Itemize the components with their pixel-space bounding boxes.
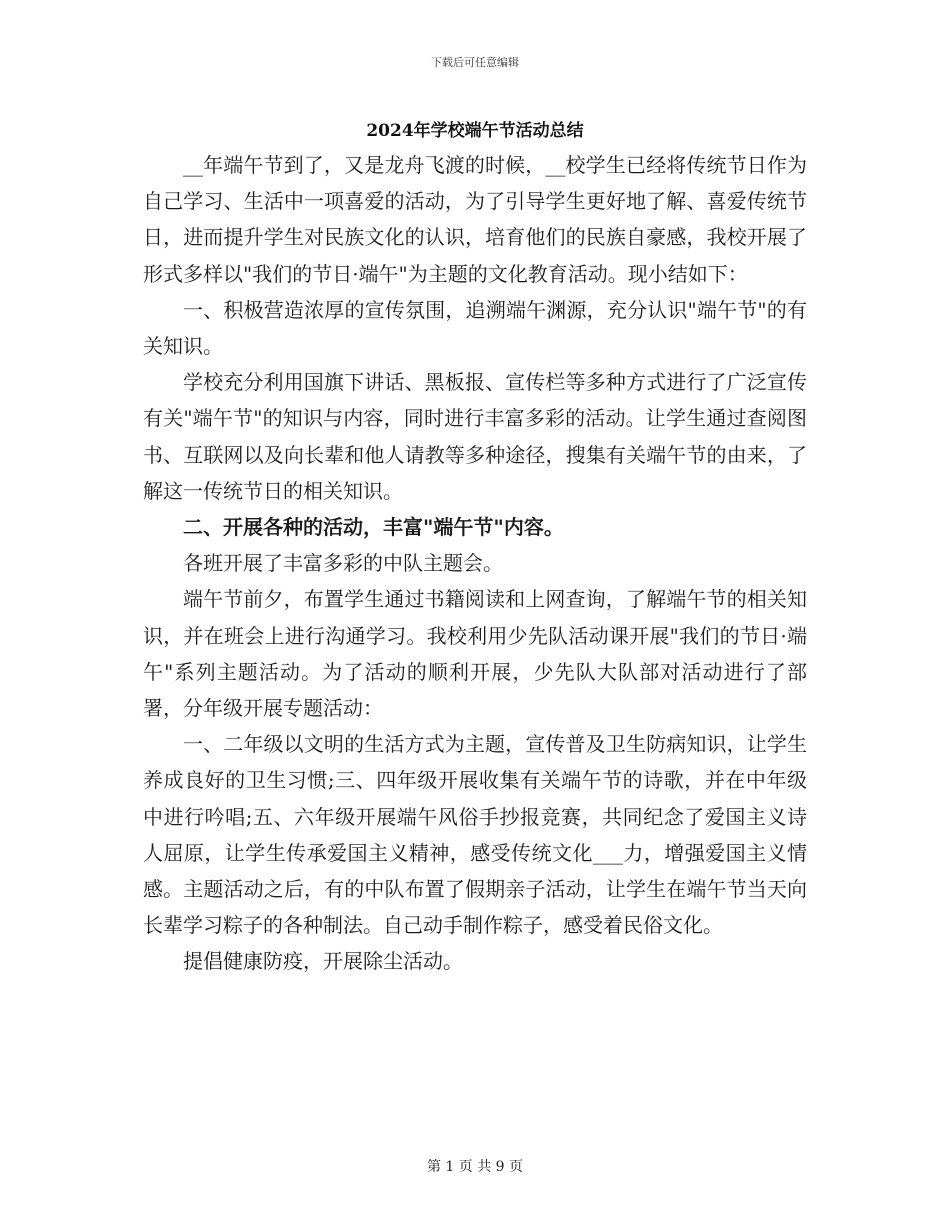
paragraph-section-two-heading: 二、开展各种的活动，丰富"端午节"内容。 xyxy=(183,515,564,540)
document-title: 2024年学校端午节活动总结 xyxy=(366,121,584,141)
page-number: 第 1 页 共 9 页 xyxy=(426,1159,524,1175)
paragraph-section-one-heading: 一、积极营造浓厚的宣传氛围，追溯端午渊源，充分认识"端午节"的有关知识。 xyxy=(143,297,807,359)
paragraph-activity-plan: 端午节前夕，布置学生通过书籍阅读和上网查询，了解端午节的相关知识，并在班会上进行沟通学习。我校利用少先队活动课开展"我们的节日·端午"系列主题活动。为了活动的顺利开展，少先队大队部对活动进行了部署，分年级开展专题活动： xyxy=(143,587,807,721)
document-body xyxy=(143,147,807,980)
paragraph-publicity: 学校充分利用国旗下讲话、黑板报、宣传栏等多种方式进行了广泛宣传有关"端午节"的知识与内容，同时进行丰富多彩的活动。让学生通过查阅图书、互联网以及向长辈和他人请教等多种途径，搜集有关端午节的由来，了解这一传统节日的相关知识。 xyxy=(143,370,807,503)
paragraph-intro: __年端午节到了，又是龙舟飞渡的时候，__校学生已经将传统节日作为自己学习、生活中一项喜爱的活动，为了引导学生更好地了解、喜爱传统节日，进而提升学生对民族文化的认识，培育他们的民族自豪感，我校开展了形式多样以"我们的节日·端午"为主题的文化教育活动。现小结如下： xyxy=(143,153,807,286)
paragraph-health-campaign: 提倡健康防疫，开展除尘活动。 xyxy=(183,949,463,974)
download-note: 下载后可任意编辑 xyxy=(431,56,519,69)
paragraph-grade-activities: 一、二年级以文明的生活方式为主题，宣传普及卫生防病知识，让学生养成良好的卫生习惯;三、四年级开展收集有关端午节的诗歌，并在中年级中进行吟唱;五、六年级开展端午风俗手抄报竞赛，共同纪念了爱国主义诗人屈原，让学生传承爱国主义精神，感受传统文化___力，增强爱国主义情感。主题活动之后，有的中队布置了假期亲子活动，让学生在端午节当天向长辈学习粽子的各种制法。自己动手制作粽子，感受着民俗文化。 xyxy=(143,732,807,938)
paragraph-class-meetings: 各班开展了丰富多彩的中队主题会。 xyxy=(183,551,503,576)
